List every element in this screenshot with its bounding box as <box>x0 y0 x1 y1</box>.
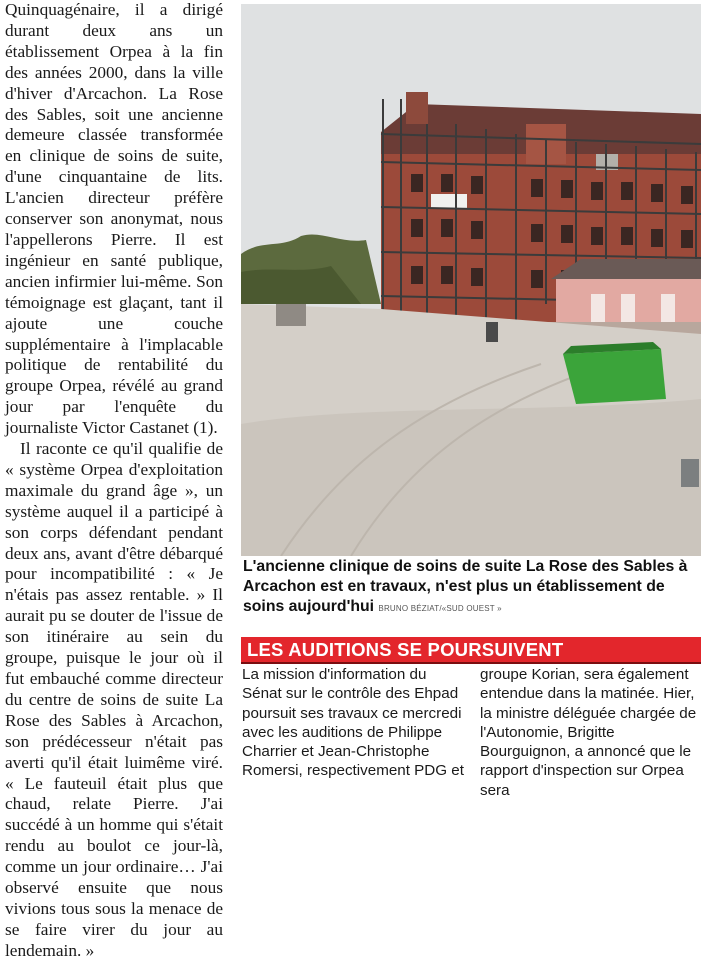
article-left-column <box>5 0 223 962</box>
caption-text: L'ancienne clinique de soins de suite La Rose des Sables à Arcachon est en travaux, n'est plus un établissement de soins aujourd'hui <box>243 558 688 615</box>
building-photo <box>241 4 701 556</box>
article-paragraph: Il raconte ce qu'il qualifie de « système Orpea d'exploitation maximale du grand âge », un système auquel il a participé à son corps défendant pendant deux ans, avant d'être débarqué pour incompatibilité : « Je n'étais pas assez rentable. » Il aurait pu se douter de l'issue de son itinéraire au sein du groupe, puisque le jour où il fut embauché comme directeur du centre de soins de suite La Rose des Sables à Arcachon, son prédécesseur n'était pas averti qu'il était luimême viré. « Le fauteuil était plus que chaud, relate Pierre. J'ai succédé à un homme qui s'était rendu au boulot ce jour-là, comme un jour ordinaire… J'ai observé ensuite que nous vivions tous sous la menace de se faire virer du jour au lendemain. » <box>5 439 223 960</box>
section-column-1: La mission d'information du Sénat sur le contrôle des Ehpad poursuit ses travaux ce mercredi avec les auditions de Philippe Charrier et Jean-Christophe Romersi, respectivement PDG et <box>242 666 464 780</box>
section-banner <box>241 637 701 664</box>
section-heading: LES AUDITIONS SE POURSUIVENT <box>247 639 564 660</box>
photo-credit: BRUNO BÉZIAT/«SUD OUEST » <box>378 604 502 613</box>
photo-caption <box>243 557 701 619</box>
section-column-2: groupe Korian, sera également entendue dans la matinée. Hier, la ministre déléguée chargée de l'Autonomie, Brigitte Bourguignon, a annoncé que le rapport d'inspection sur Orpea sera <box>480 666 697 799</box>
article-paragraph: Quinquagénaire, il a dirigé durant deux ans un établissement Orpea à la fin des années 2000, dans la ville d'hiver d'Arcachon. La Rose des Sables, soit une ancienne demeure classée transformée en clinique de soins de suite, d'une cinquantaine de lits. L'ancien directeur préfère conserver son anonymat, nous l'appellerons Pierre. Il est ingénieur en santé publique, ancien infirmier lui-même. Son témoignage est glaçant, tant il ajoute une couche supplémentaire à l'implacable politique de rentabilité du groupe Orpea, révélé au grand jour par l'enquête du journaliste Victor Castanet (1). <box>5 0 223 438</box>
